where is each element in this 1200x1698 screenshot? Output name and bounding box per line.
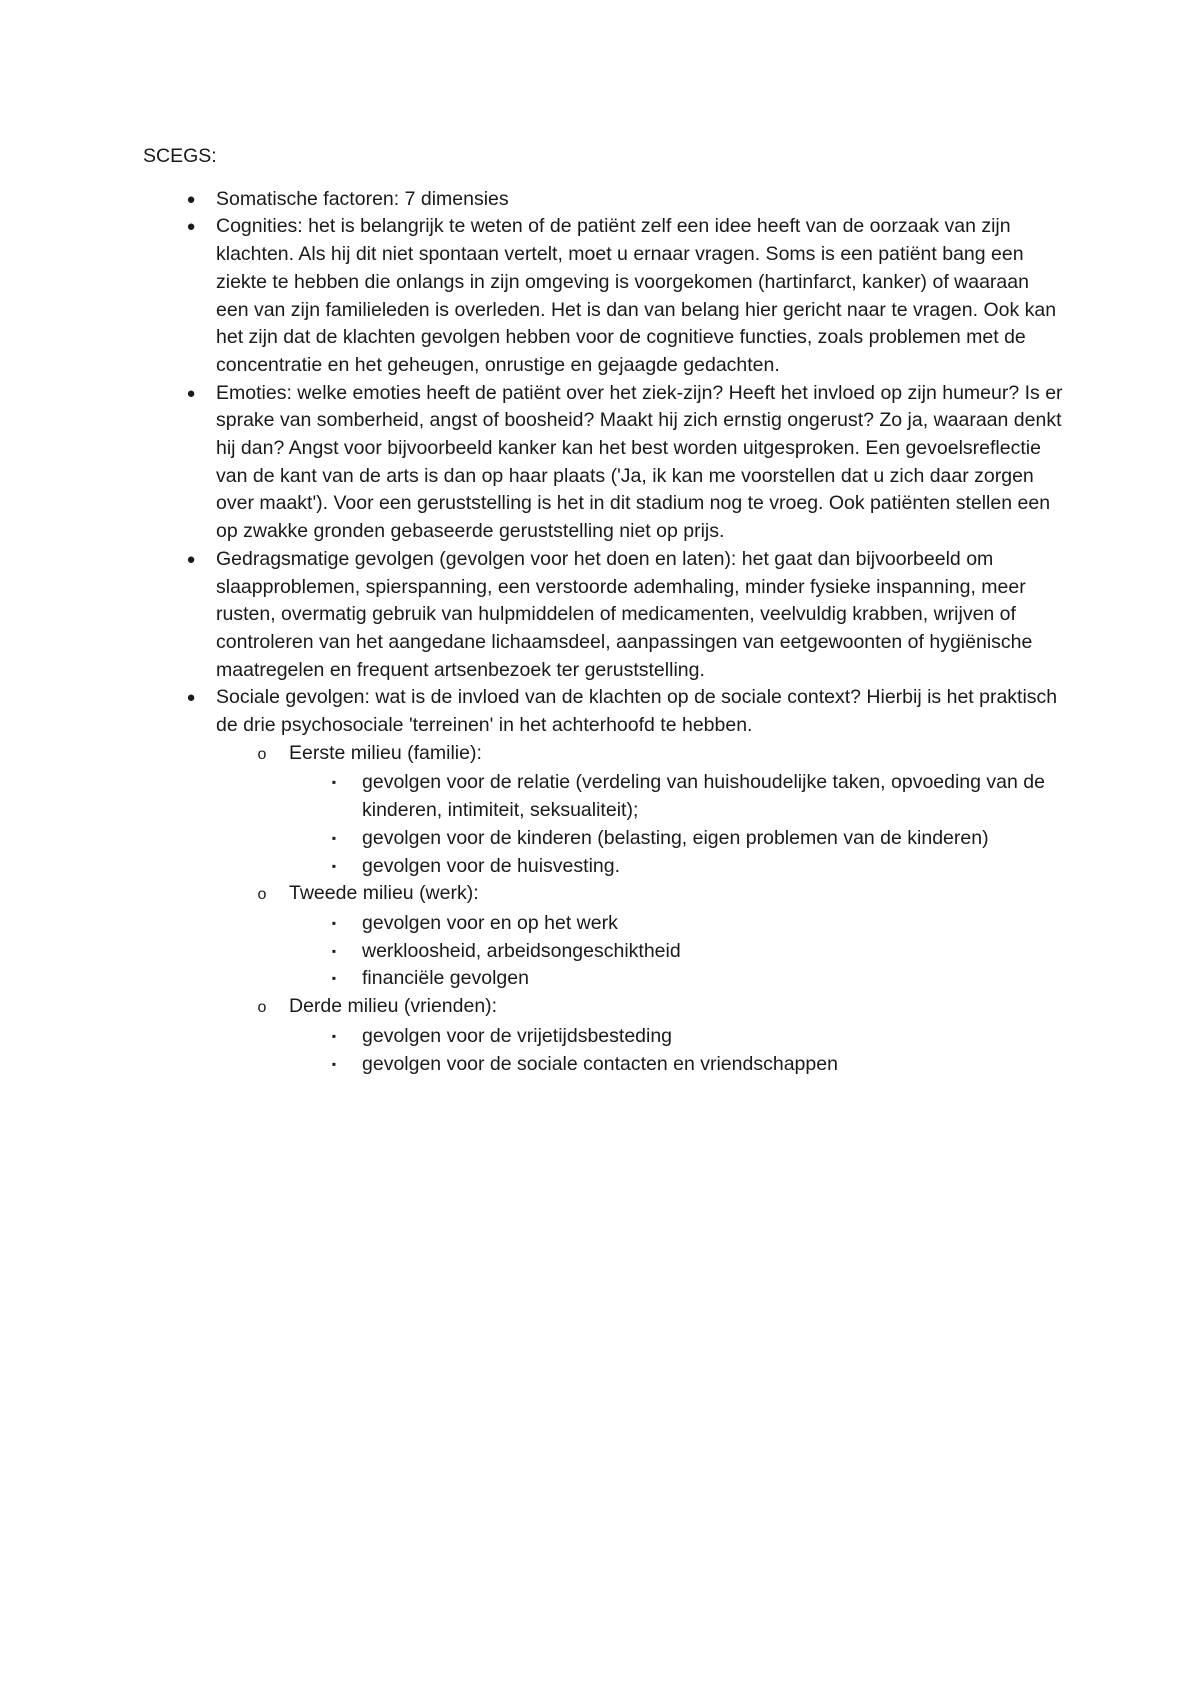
sub-item-derde-milieu	[216, 993, 1063, 1078]
sub-sub-item-text: werkloosheid, arbeidsongeschiktheid	[362, 939, 681, 962]
sub-item-text: Eerste milieu (familie):	[289, 741, 482, 764]
bullet-square-icon: ▪	[331, 1056, 337, 1071]
sub-sub-item-text: gevolgen voor en op het werk	[362, 911, 618, 934]
list-item-somatische-factoren	[143, 186, 1063, 214]
sub-sub-list-familie	[289, 769, 1063, 880]
list-item-cognities	[143, 213, 1063, 379]
list-item-text: Emoties: welke emoties heeft de patiënt over het ziek-zijn? Heeft het invloed op zijn humeur? Is er sprake van somberheid, angst of boosheid? Maakt hij zich ernstig ongerust? Zo ja, waaraan denkt hij dan? Angst voor bijvoorbeeld kanker kan het best worden uitgesproken. Een gevoelsreflectie van de kant van de arts is dan op haar plaats ('Ja, ik kan me voorstellen dat u zich daar zorgen over maakt'). Voor een geruststelling is het in dit stadium nog te vroeg. Ook patiënten stellen een op zwakke gronden gebaseerde geruststelling niet op prijs.	[216, 381, 1063, 543]
list-item-emoties	[143, 380, 1063, 546]
bullet-circle-icon: o	[257, 999, 267, 1017]
sub-sub-item-text: gevolgen voor de relatie (verdeling van huishoudelijke taken, opvoeding van de kinderen, intimiteit, seksualiteit);	[362, 771, 1045, 822]
bullet-square-icon: ▪	[331, 858, 337, 873]
sub-list-milieus	[216, 740, 1063, 1078]
bullet-dot-icon: ●	[186, 218, 196, 236]
document-body	[143, 143, 1063, 1078]
bullet-dot-icon: ●	[186, 689, 196, 707]
sub-item-text: Derde milieu (vrienden):	[289, 995, 498, 1018]
sub-item-tweede-milieu	[216, 880, 1063, 993]
bullet-square-icon: ▪	[331, 1028, 337, 1043]
sub-sub-item	[289, 910, 1063, 938]
bullet-square-icon: ▪	[331, 775, 337, 790]
sub-item-eerste-milieu	[216, 740, 1063, 881]
sub-sub-item-text: gevolgen voor de huisvesting.	[362, 854, 621, 877]
sub-sub-item	[289, 1051, 1063, 1079]
sub-sub-item-text: financiële gevolgen	[362, 967, 529, 990]
sub-sub-item	[289, 825, 1063, 853]
sub-sub-item-text: gevolgen voor de vrijetijdsbesteding	[362, 1024, 673, 1047]
bullet-square-icon: ▪	[331, 915, 337, 930]
sub-sub-list-werk	[289, 910, 1063, 993]
sub-sub-item	[289, 1023, 1063, 1051]
list-item-text: Somatische factoren: 7 dimensies	[216, 187, 509, 210]
sub-sub-item	[289, 853, 1063, 881]
bullet-square-icon: ▪	[331, 830, 337, 845]
bullet-dot-icon: ●	[186, 384, 196, 402]
list-item-text: Cognities: het is belangrijk te weten of de patiënt zelf een idee heeft van de oorzaak van zijn klachten. Als hij dit niet spontaan vertelt, moet u ernaar vragen. Soms is een patiënt bang een ziekte te hebben die onlangs in zijn omgeving is voorgekomen (hartinfarct, kanker) of waaraan een van zijn familieleden is overleden. Het is dan van belang hier gericht naar te vragen. Ook kan het zijn dat de klachten gevolgen hebben voor de cognitieve functies, zoals problemen met de concentratie en het geheugen, onrustige en gejaagde gedachten.	[216, 215, 1057, 376]
bullet-square-icon: ▪	[331, 943, 337, 958]
document-title: SCEGS:	[143, 145, 217, 167]
bullet-square-icon: ▪	[331, 971, 337, 986]
sub-sub-item	[289, 938, 1063, 966]
sub-sub-item-text: gevolgen voor de sociale contacten en vriendschappen	[362, 1052, 838, 1075]
bullet-dot-icon: ●	[186, 550, 196, 568]
list-item-text: Sociale gevolgen: wat is de invloed van de klachten op de sociale context? Hierbij is het praktisch de drie psychosociale 'terreinen' in het achterhoofd te hebben.	[216, 686, 1058, 737]
list-item-sociale-gevolgen	[143, 684, 1063, 1078]
sub-sub-item	[289, 965, 1063, 993]
bullet-circle-icon: o	[257, 745, 267, 763]
sub-sub-item	[289, 769, 1063, 824]
sub-sub-item-text: gevolgen voor de kinderen (belasting, eigen problemen van de kinderen)	[362, 826, 989, 849]
bullet-circle-icon: o	[257, 886, 267, 904]
main-bullet-list	[143, 186, 1063, 1079]
sub-item-text: Tweede milieu (werk):	[289, 882, 479, 905]
sub-sub-list-vrienden	[289, 1023, 1063, 1078]
list-item-gedragsmatige-gevolgen	[143, 546, 1063, 685]
bullet-dot-icon: ●	[186, 190, 196, 208]
list-item-text: Gedragsmatige gevolgen (gevolgen voor het doen en laten): het gaat dan bijvoorbeeld om slaapproblemen, spierspanning, een verstoorde ademhaling, minder fysieke inspanning, meer rusten, overmatig gebruik van hulpmiddelen of medicamenten, veelvuldig krabben, wrijven of controleren van het aangedane lichaamsdeel, aanpassingen van eetgewoonten of hygiënische maatregelen en frequent artsenbezoek ter geruststelling.	[216, 547, 1033, 681]
